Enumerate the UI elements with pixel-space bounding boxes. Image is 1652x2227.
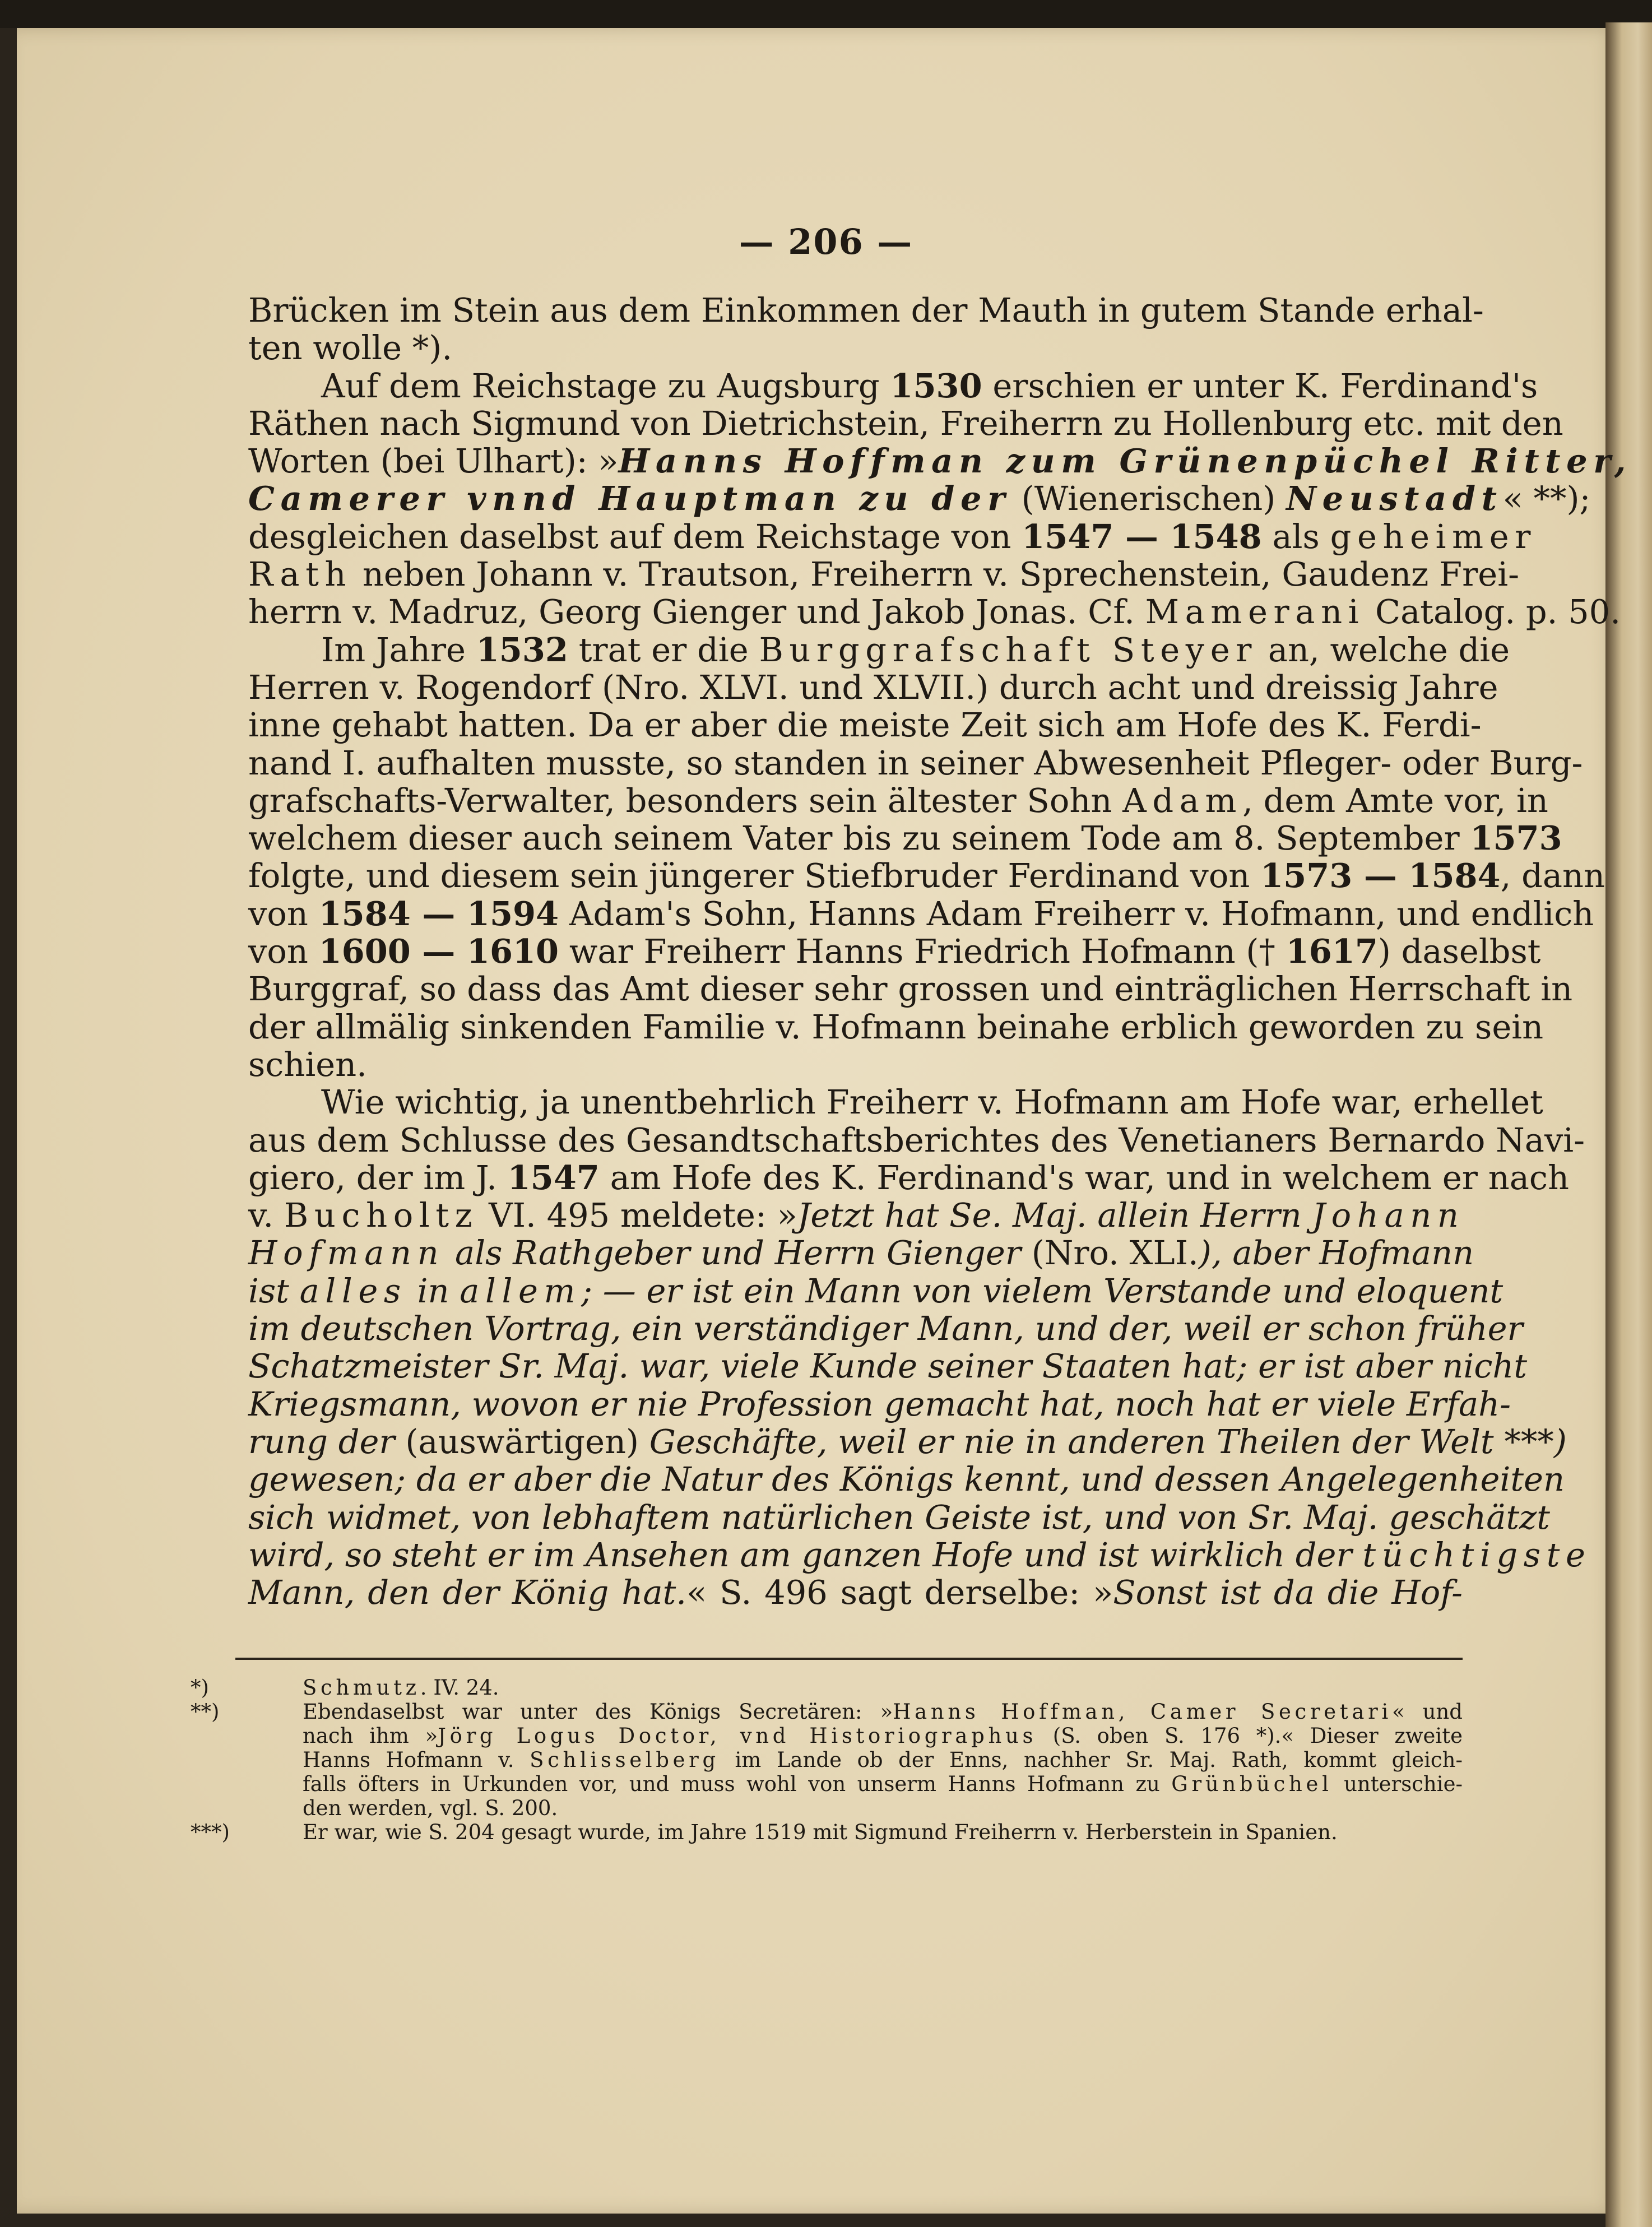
text-line: Rath neben Johann v. Trautson, Freiherrn v. Sprechenstein, Gaudenz Frei- [248, 555, 1520, 594]
page-number: — 206 — [739, 221, 913, 262]
text-line: aus dem Schlusse des Gesandtschaftsberichtes des Venetianers Bernardo Navi- [248, 1120, 1585, 1159]
text-line: rung der (auswärtigen) Geschäfte, weil er nie in anderen Theilen der Welt ***) [248, 1422, 1567, 1461]
text-line: sich widmet, von lebhaftem natürlichen Geiste ist, und von Sr. Maj. geschätzt [248, 1497, 1550, 1537]
footnotes [191, 1676, 1463, 1844]
footnote-line: Schmutz. IV. 24. [303, 1676, 499, 1700]
text-line: Räthen nach Sigmund von Dietrichstein, Freiherrn zu Hollenburg etc. mit den [248, 403, 1563, 443]
text-line: Wie wichtig, ja unentbehrlich Freiherr v. Hofmann am Hofe war, erhellet [321, 1083, 1543, 1122]
scan-top-border [0, 0, 1652, 28]
footnote-3 [191, 1820, 1463, 1844]
footnote-divider [235, 1658, 1463, 1660]
text-line: schien. [248, 1045, 367, 1084]
text-line: desgleichen daselbst auf dem Reichstage von 1547 — 1548 als geheimer [248, 517, 1537, 556]
text-line: der allmälig sinkenden Familie v. Hofmann beinahe erblich geworden zu sein [248, 1007, 1544, 1046]
text-line: Kriegsmann, wovon er nie Profession gemacht hat, noch hat er viele Erfah- [248, 1384, 1511, 1423]
footnote-line: den werden, vgl. S. 200. [303, 1796, 558, 1820]
text-line: Brücken im Stein aus dem Einkommen der Mauth in gutem Stande erhal- [248, 291, 1484, 330]
footnote-marker: *) [191, 1676, 209, 1700]
footnote-line: Er war, wie S. 204 gesagt wurde, im Jahre 1519 mit Sigmund Freiherrn v. Herberstein in Spanien. [303, 1820, 1338, 1844]
footnote-marker: **) [191, 1700, 220, 1724]
text-line: Camerer vnnd Hauptman zu der (Wienerischen) Neustadt« **); [248, 479, 1591, 518]
text-line: gewesen; da er aber die Natur des Königs kennt, und dessen Angelegenheiten [248, 1460, 1565, 1499]
text-line: Worten (bei Ulhart): »Hanns Hoffman zum Grünenpüchel Ritter, [248, 442, 1632, 481]
text-line: Im Jahre 1532 trat er die Burggrafschaft Steyer an, welche die [321, 630, 1510, 669]
text-line: folgte, und diesem sein jüngerer Stiefbruder Ferdinand von 1573 — 1584, dann [248, 856, 1605, 896]
footnote-line: Ebendaselbst war unter des Königs Secretären: »Hanns Hoffman, Camer Secretari« und [303, 1700, 1463, 1724]
footnote-1 [191, 1676, 1463, 1700]
text-line: giero, der im J. 1547 am Hofe des K. Ferdinand's war, und in welchem er nach [248, 1158, 1569, 1197]
text-line: ist alles in allem; — er ist ein Mann von vielem Verstande und eloquent [248, 1271, 1503, 1310]
book-gutter [1605, 22, 1652, 2227]
text-line: Burggraf, so dass das Amt dieser sehr grossen und einträglichen Herrschaft in [248, 969, 1573, 1009]
text-line: wird, so steht er im Ansehen am ganzen Hofe und ist wirklich der tüchtigste [248, 1535, 1591, 1574]
text-line: v. Bucholtz VI. 495 meldete: »Jetzt hat Se. Maj. allein Herrn Johann [248, 1196, 1465, 1235]
text-line: ten wolle *). [248, 328, 453, 368]
text-line: herrn v. Madruz, Georg Gienger und Jakob Jonas. Cf. Mamerani Catalog. p. 50. [248, 592, 1621, 632]
main-text [248, 291, 1632, 1612]
text-line: Mann, den der König hat.« S. 496 sagt derselbe: »Sonst ist da die Hof- [248, 1573, 1463, 1612]
text-line: Auf dem Reichstage zu Augsburg 1530 erschien er unter K. Ferdinand's [321, 366, 1538, 405]
footnote-marker: ***) [191, 1820, 230, 1844]
text-line: Hofmann als Rathgeber und Herrn Gienger (Nro. XLI.), aber Hofmann [248, 1233, 1474, 1273]
footnote-line: falls öfters in Urkunden vor, und muss wohl von unserm Hanns Hofmann zu Grünbüchel unterschie- [303, 1772, 1463, 1796]
footnote-line: Hanns Hofmann v. Schlisselberg im Lande ob der Enns, nachher Sr. Maj. Rath, kommt gleich- [303, 1748, 1463, 1772]
text-line: von 1584 — 1594 Adam's Sohn, Hanns Adam Freiherr v. Hofmann, und endlich [248, 894, 1594, 933]
text-line: welchem dieser auch seinem Vater bis zu seinem Tode am 8. September 1573 [248, 819, 1562, 858]
footnote-line: nach ihm »Jörg Logus Doctor, vnd Historiographus (S. oben S. 176 *).« Dieser zweite [303, 1724, 1463, 1748]
text-line: von 1600 — 1610 war Freiherr Hanns Friedrich Hofmann († 1617) daselbst [248, 932, 1541, 971]
text-line: Schatzmeister Sr. Maj. war, viele Kunde seiner Staaten hat; er ist aber nicht [248, 1347, 1528, 1386]
text-line: grafschafts-Verwalter, besonders sein ältester Sohn Adam, dem Amte vor, in [248, 781, 1548, 820]
text-line: nand I. aufhalten musste, so standen in seiner Abwesenheit Pfleger- oder Burg- [248, 743, 1583, 782]
text-line: inne gehabt hatten. Da er aber die meiste Zeit sich am Hofe des K. Ferdi- [248, 706, 1482, 745]
text-line: Herren v. Rogendorf (Nro. XLVI. und XLVII.) durch acht und dreissig Jahre [248, 667, 1498, 707]
footnote-2 [191, 1700, 1463, 1820]
text-line: im deutschen Vortrag, ein verständiger Mann, und der, weil er schon früher [248, 1309, 1523, 1348]
